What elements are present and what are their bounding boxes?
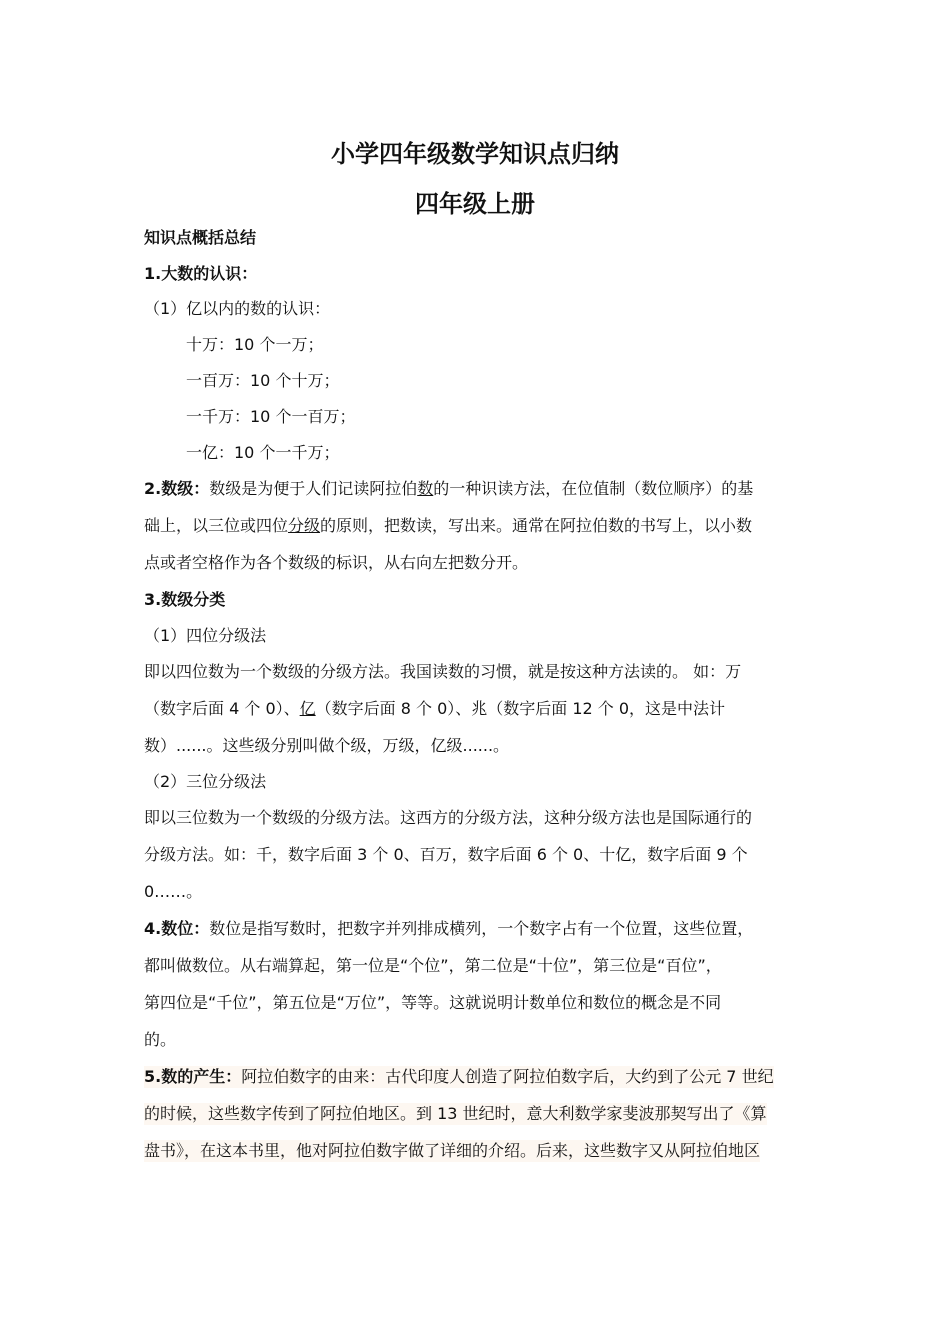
s4-line: 都叫做数位。从右端算起，第一位是“个位”，第二位是“十位”，第三位是“百位”，	[144, 956, 722, 975]
s3-link[interactable]: 亿	[299, 699, 316, 718]
s2-line: 点或者空格作为各个数级的标识，从右向左把数分开。	[144, 553, 529, 572]
s2-text: 数级是为便于人们记读阿拉伯	[209, 479, 418, 498]
s3-p2-line: 0……。	[144, 882, 203, 901]
s1-item: 十万：10 个一万；	[186, 335, 324, 354]
s1-item: 一亿：10 个一千万；	[186, 443, 340, 462]
s1-sub1: （1）亿以内的数的认识：	[144, 299, 331, 318]
s5-line: 盘书》，在这本书里，他对阿拉伯数字做了详细的介绍。后来，这些数字又从阿拉伯地区	[144, 1141, 761, 1160]
s4-line: 第四位是“千位”，第五位是“万位”，等等。这就说明计数单位和数位的概念是不同	[144, 993, 722, 1012]
s3-p2-line: 即以三位数为一个数级的分级方法。这西方的分级方法，这种分级方法也是国际通行的	[144, 808, 753, 827]
s1-heading: 1.大数的认识：	[144, 264, 258, 283]
s3-sub2: （2）三位分级法	[144, 772, 267, 791]
s3-heading: 3.数级分类	[144, 590, 226, 609]
s3-p1-line: 即以四位数为一个数级的分级方法。我国读数的习惯，就是按这种方法读的。 如：万	[144, 662, 742, 681]
s3-p2-line: 分级方法。如：千，数字后面 3 个 0、百万，数字后面 6 个 0、十亿，数字后面 9 个	[144, 845, 748, 864]
page-subtitle: 四年级上册	[415, 190, 535, 218]
s2-line	[144, 478, 753, 500]
s2-link[interactable]: 数	[417, 479, 434, 498]
s5-line	[144, 1066, 774, 1088]
s5-line: 的时候，这些数字传到了阿拉伯地区。到 13 世纪时，意大利数学家斐波那契写出了《算	[144, 1104, 767, 1123]
s4-heading: 4.数位：	[144, 919, 210, 938]
s1-item: 一百万：10 个十万；	[186, 371, 340, 390]
s2-line	[144, 515, 752, 537]
s2-link[interactable]: 分级	[288, 516, 321, 535]
s2-heading: 2.数级：	[144, 479, 210, 498]
s3-text: （数字后面 4 个 0）、	[144, 699, 300, 718]
s3-sub1: （1）四位分级法	[144, 626, 267, 645]
s4-text: 数位是指写数时，把数字并列排成横列，一个数字占有一个位置，这些位置，	[209, 919, 754, 938]
s1-item: 一千万：10 个一百万；	[186, 407, 356, 426]
s4-line: 的。	[144, 1030, 177, 1049]
s3-p1-line: 数）......。这些级分别叫做个级，万级，亿级......。	[144, 736, 510, 755]
section-heading: 知识点概括总结	[144, 228, 257, 247]
s3-text: （数字后面 8 个 0）、兆（数字后面 12 个 0，这是中法计	[315, 699, 726, 718]
s2-text: 础上，以三位或四位	[144, 516, 289, 535]
s2-text: 的原则，把数读，写出来。通常在阿拉伯数的书写上，以小数	[320, 516, 753, 535]
s2-text: 的一种识读方法，在位值制（数位顺序）的基	[433, 479, 754, 498]
page-title: 小学四年级数学知识点归纳	[331, 140, 619, 168]
s3-p1-line	[144, 698, 725, 720]
s4-line	[144, 918, 753, 940]
s5-heading: 5.数的产生：	[144, 1067, 242, 1086]
s5-text: 阿拉伯数字的由来：古代印度人创造了阿拉伯数字后，大约到了公元 7 世纪	[241, 1067, 774, 1086]
